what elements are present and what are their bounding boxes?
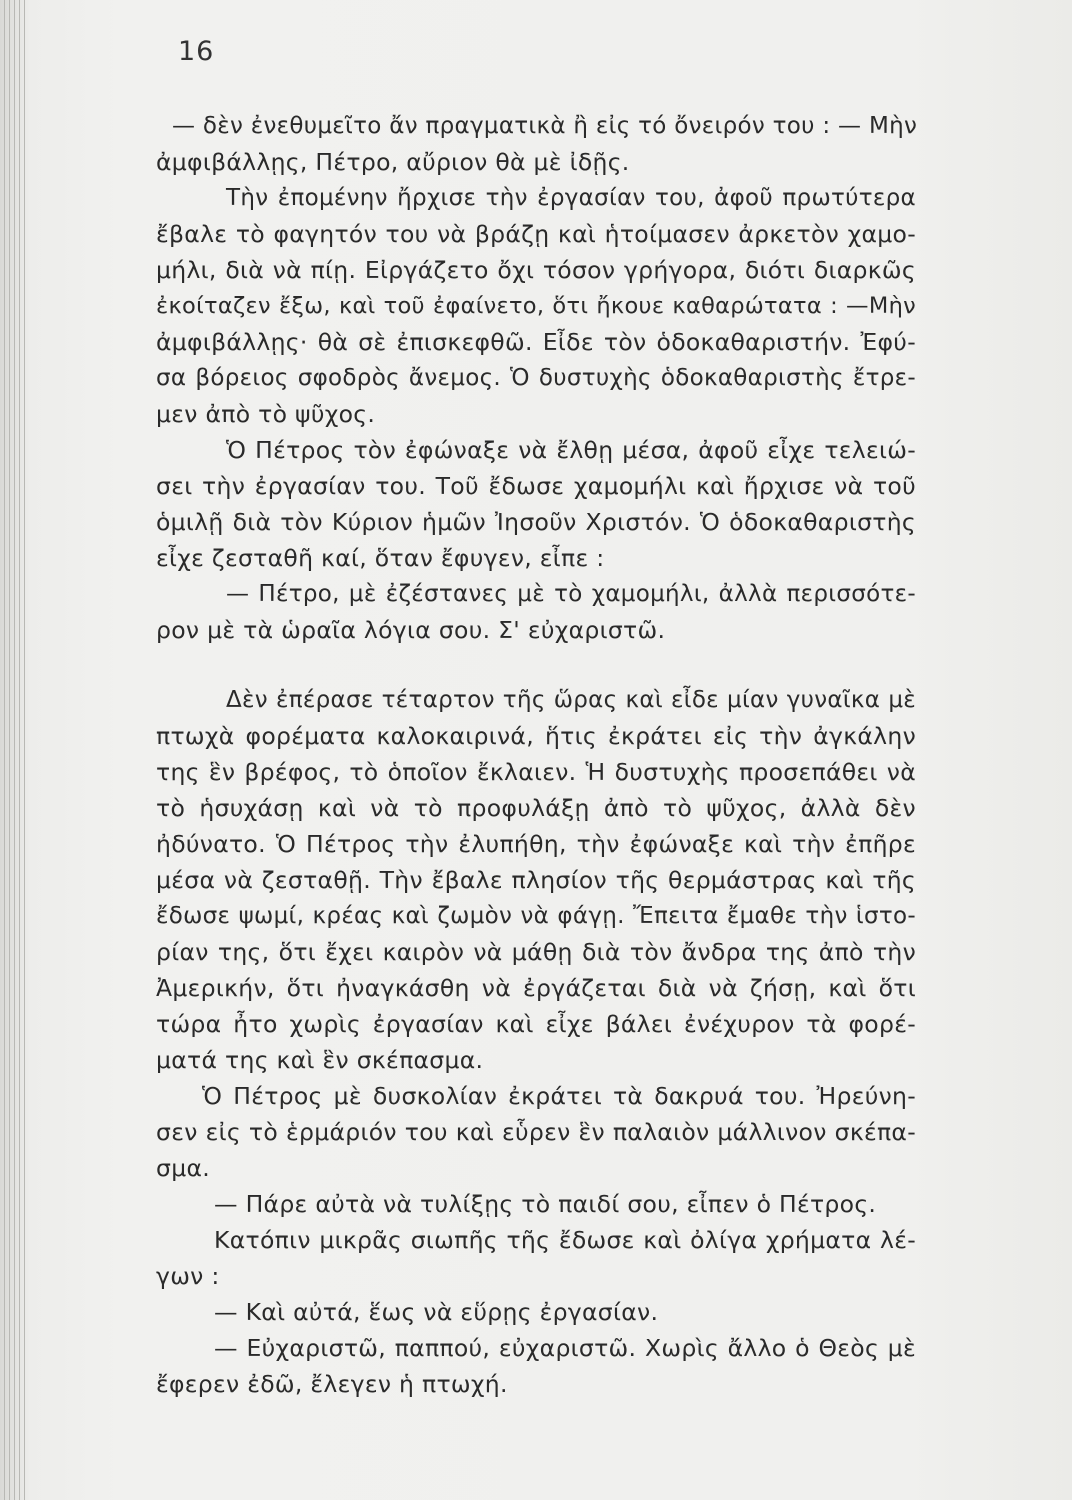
- paragraph: [156, 682, 916, 1078]
- text-line: μέσα νὰ ζεσταθῇ. Τὴν ἔβαλε πλησίον τῆς θερμάστρας καὶ τῆς: [156, 866, 916, 894]
- paragraph: [156, 1186, 916, 1222]
- text-line: ἐκοίταζεν ἔξω, καὶ τοῦ ἐφαίνετο, ὅτι ἤκουε καθαρώτατα : —Μὴν: [156, 293, 916, 319]
- text-line: τὸ ἡσυχάσῃ καὶ νὰ τὸ προφυλάξῃ ἀπὸ τὸ ψῦχος, ἀλλὰ δὲν: [156, 794, 916, 822]
- text-line: της ἓν βρέφος, τὸ ὁποῖον ἔκλαιεν. Ἡ δυστυχὴς προσεπάθει νὰ: [156, 758, 916, 786]
- paragraph: [156, 108, 916, 180]
- text-line: — δὲν ἐνεθυμεῖτο ἄν πραγματικὰ ἢ εἰς τό ὄνειρόν του : — Μὴν: [172, 113, 918, 139]
- text-line: Ὁ Πέτρος μὲ δυσκολίαν ἐκράτει τὰ δακρυά του. Ἠρεύνη-: [202, 1082, 916, 1110]
- paragraph: [156, 1330, 916, 1402]
- text-line: τώρα ἦτο χωρὶς ἐργασίαν καὶ εἶχε βάλει ἐνέχυρον τὰ φορέ-: [156, 1010, 916, 1038]
- text-line: μεν ἀπὸ τὸ ψῦχος.: [156, 400, 376, 428]
- text-line: σμα.: [156, 1154, 211, 1182]
- paragraph: [156, 1222, 916, 1294]
- text-line: ἔδωσε ψωμί, κρέας καὶ ζωμὸν νὰ φάγῃ. Ἔπειτα ἔμαθε τὴν ἱστο-: [156, 903, 916, 929]
- text-line: Ὁ Πέτρος τὸν ἐφώναξε νὰ ἔλθῃ μέσα, ἀφοῦ εἶχε τελειώ-: [226, 436, 916, 464]
- text-line: Δὲν ἐπέρασε τέταρτον τῆς ὥρας καὶ εἶδε μίαν γυναῖκα μὲ: [226, 687, 916, 713]
- text-line: ὁμιλῇ διὰ τὸν Κύριον ἡμῶν Ἰησοῦν Χριστόν. Ὁ ὁδοκαθαριστὴς: [156, 508, 916, 536]
- text-line: πτωχὰ φορέματα καλοκαιρινά, ἥτις ἐκράτει εἰς τὴν ἀγκάλην: [156, 722, 916, 750]
- paragraph: [156, 180, 916, 432]
- text-line: σα βόρειος σφοδρὸς ἄνεμος. Ὁ δυστυχὴς ὁδοκαθαριστὴς ἔτρε-: [156, 365, 916, 391]
- text-line: σει τὴν ἐργασίαν του. Τοῦ ἔδωσε χαμομήλι καὶ ἤρχισε νὰ τοῦ: [156, 472, 916, 500]
- text-line: ἠδύνατο. Ὁ Πέτρος τὴν ἐλυπήθη, τὴν ἐφώναξε καὶ τὴν ἐπῆρε: [156, 830, 916, 858]
- paragraph-gap: [156, 648, 916, 682]
- text-line: μήλι, διὰ νὰ πίῃ. Εἰργάζετο ὄχι τόσον γρήγορα, διότι διαρκῶς: [156, 256, 916, 284]
- text-line: Κατόπιν μικρᾶς σιωπῆς τῆς ἔδωσε καὶ ὀλίγα χρήματα λέ-: [214, 1226, 916, 1254]
- paragraph: [156, 576, 916, 648]
- page-edge-shadow: [0, 0, 34, 1500]
- text-line: ρον μὲ τὰ ὡραῖα λόγια σου. Σ' εὐχαριστῶ.: [156, 616, 666, 644]
- text-line: ἀμφιβάλλῃς· θὰ σὲ ἐπισκεφθῶ. Εἶδε τὸν ὁδοκαθαριστήν. Ἐφύ-: [156, 328, 916, 356]
- text-line: εἶχε ζεσταθῆ καί, ὅταν ἔφυγεν, εἶπε :: [156, 544, 605, 572]
- text-line: — Πάρε αὐτὰ νὰ τυλίξῃς τὸ παιδί σου, εἶπεν ὁ Πέτρος.: [214, 1190, 877, 1218]
- text-line: ματά της καὶ ἓν σκέπασμα.: [156, 1046, 484, 1074]
- page-number: 16: [178, 36, 215, 67]
- text-line: — Εὐχαριστῶ, παππού, εὐχαριστῶ. Χωρὶς ἄλλο ὁ Θεὸς μὲ: [214, 1334, 916, 1362]
- paragraph: [156, 432, 916, 576]
- text-line: γων :: [156, 1262, 220, 1290]
- text-line: Ἀμερικήν, ὅτι ἠναγκάσθη νὰ ἐργάζεται διὰ νὰ ζήσῃ, καὶ ὅτι: [156, 974, 916, 1002]
- text-line: ρίαν της, ὅτι ἔχει καιρὸν νὰ μάθῃ διὰ τὸν ἄνδρα της ἀπὸ τὴν: [156, 938, 916, 966]
- text-line: Τὴν ἐπομένην ἤρχισε τὴν ἐργασίαν του, ἀφοῦ πρωτύτερα: [226, 185, 916, 211]
- paragraph: [156, 1294, 916, 1330]
- text-line: ἀμφιβάλλῃς, Πέτρο, αὔριον θὰ μὲ ἰδῇς.: [156, 148, 630, 176]
- text-line: σεν εἰς τὸ ἑρμάριόν του καὶ εὗρεν ἓν παλαιὸν μάλλινον σκέπα-: [156, 1118, 916, 1146]
- text-line: — Πέτρο, μὲ ἐζέστανες μὲ τὸ χαμομήλι, ἀλλὰ περισσότε-: [226, 581, 916, 607]
- text-line: ἔφερεν ἐδῶ, ἔλεγεν ἡ πτωχή.: [156, 1370, 508, 1398]
- text-line: ἔβαλε τὸ φαγητόν του νὰ βράζῃ καὶ ἡτοίμασεν ἀρκετὸν χαμο-: [156, 220, 916, 248]
- body-text: [156, 108, 916, 1402]
- text-line: — Καὶ αὐτά, ἕως νὰ εὕρῃς ἐργασίαν.: [214, 1298, 659, 1326]
- paragraph: [156, 1078, 916, 1186]
